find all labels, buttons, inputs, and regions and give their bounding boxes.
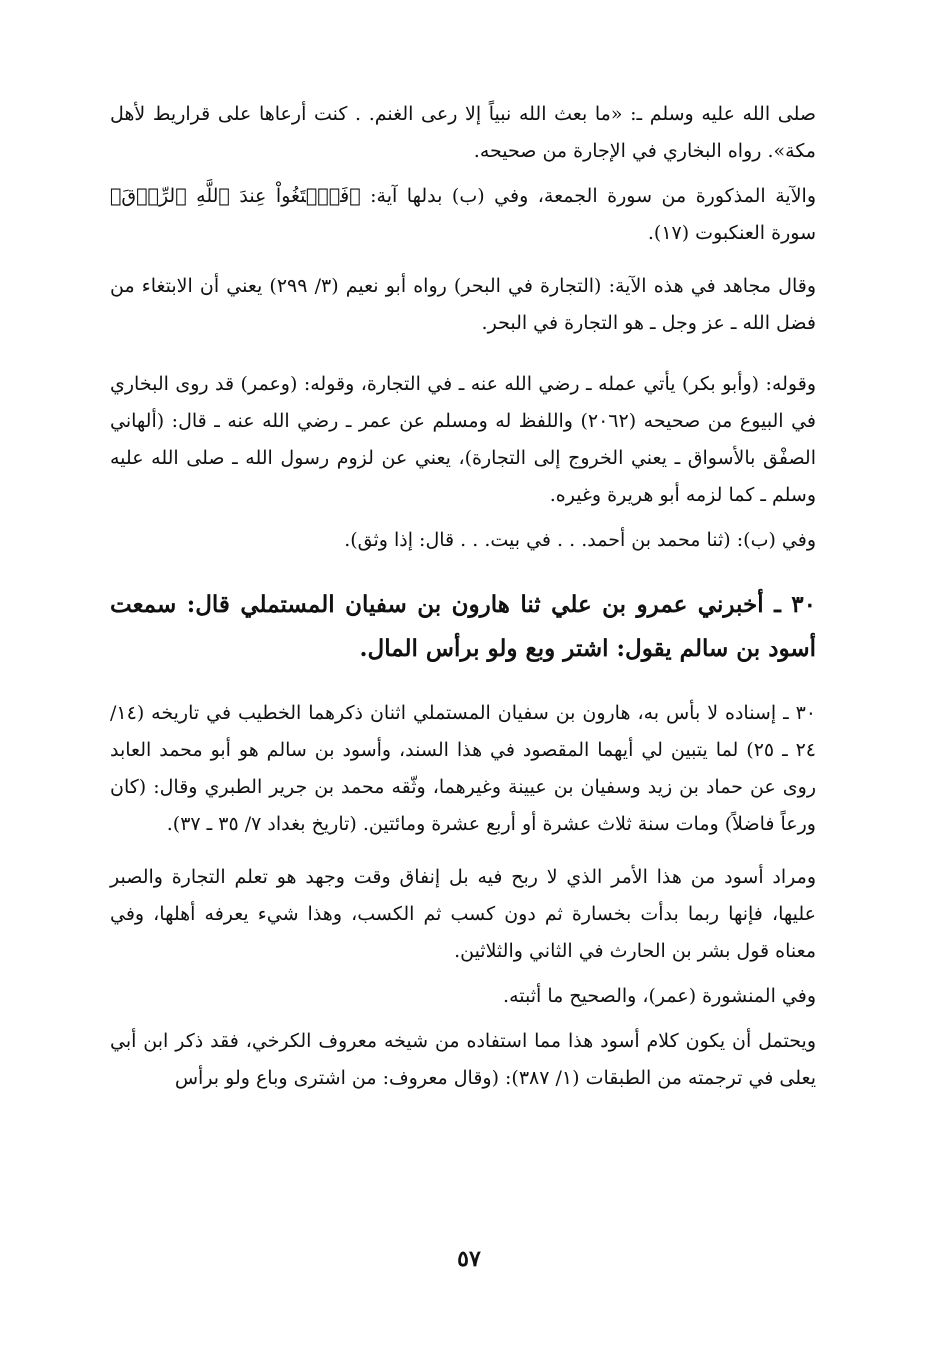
page-number: ٥٧ (457, 1246, 481, 1272)
paragraph-3: وقال مجاهد في هذه الآية: (التجارة في البحر) رواه أبو نعيم (٣/ ٢٩٩) يعني أن الابتغاء من فضل الله ـ عز وجل ـ هو التجارة في البحر. (110, 275, 816, 334)
paragraph-6: ٣٠ ـ إسناده لا بأس به، هارون بن سفيان المستملي اثنان ذكرهما الخطيب في تاريخه (١٤/ ٢٤ ـ ٢٥) لما يتبين لي أيهما المقصود في هذا السند، وأسود بن سالم هو أبو محمد العابد روى عن حماد بن زيد وسفيان بن عيينة وغيرهما، وثّقه محمد بن جرير الطبري وقال: (كان ورعاً فاضلاً) ومات سنة ثلاث عشرة أو أربع عشرة ومائتين. (تاريخ بغداد ٧/ ٣٥ ـ ٣٧). (110, 702, 816, 835)
narration-heading: ٣٠ ـ أخبرني عمرو بن علي ثنا هارون بن سفيان المستملي قال: سمعت أسود بن سالم يقول: اشتر وبع ولو برأس المال. (110, 591, 816, 662)
paragraph-1: صلى الله عليه وسلم ـ: «ما بعث الله نبياً إلا رعى الغنم. . كنت أرعاها على قراريط لأهل مكة». رواه البخاري في الإجارة من صحيحه. (110, 103, 816, 162)
paragraph-7: ومراد أسود من هذا الأمر الذي لا ربح فيه بل إنفاق وقت وجهد هو تعلم التجارة والصبر عليها، فإنها ربما بدأت بخسارة ثم دون كسب ثم الكسب، وهذا شيء يعرفه أهلها، وفي معناه قول بشر بن الحارث في الثاني والثلاثين. (110, 866, 816, 962)
paragraph-8: وفي المنشورة (عمر)، والصحيح ما أثبته. (503, 985, 816, 1007)
paragraph-2: والآية المذكورة من سورة الجمعة، وفي (ب) بدلها آية: ﴿فَٱبۡتَغُواْ عِندَ ٱللَّهِ ٱلرِّزۡقَ﴾ سورة العنكبوت (١٧). (110, 185, 816, 244)
paragraph-4: وقوله: (وأبو بكر) يأتي عمله ـ رضي الله عنه ـ في التجارة، وقوله: (وعمر) قد روى البخاري في البيوع من صحيحه (٢٠٦٢) واللفظ له ومسلم عن عمر ـ رضي الله عنه ـ قال: (ألهاني الصفْق بالأسواق ـ يعني الخروج إلى التجارة)، يعني عن لزوم رسول الله ـ صلى الله عليه وسلم ـ كما لزمه أبو هريرة وغيره. (110, 373, 816, 506)
page-body (110, 96, 816, 1097)
paragraph-5: وفي (ب): (ثنا محمد بن أحمد. . . في بيت. . . قال: إذا وثق). (344, 529, 816, 551)
paragraph-9: ويحتمل أن يكون كلام أسود هذا مما استفاده من شيخه معروف الكرخي، فقد ذكر ابن أبي يعلى في ترجمته من الطبقات (١/ ٣٨٧): (وقال معروف: من اشترى وباع ولو برأس (110, 1030, 816, 1089)
